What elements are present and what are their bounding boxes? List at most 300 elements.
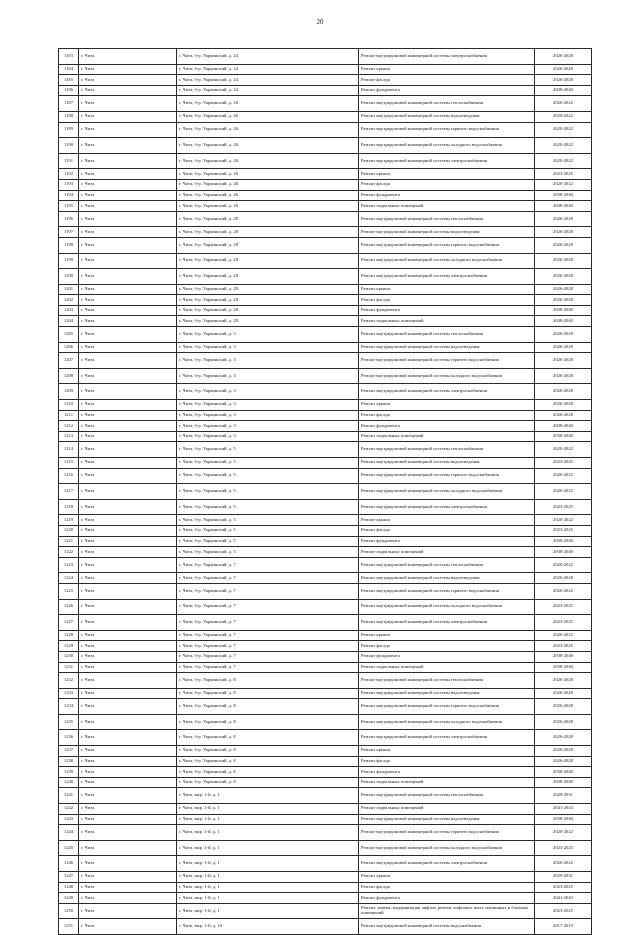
row-number-cell: 1220 bbox=[59, 525, 79, 536]
table-row bbox=[59, 903, 592, 919]
work-type-cell: Ремонт внутридомовой инженерной системы теплоснабжения bbox=[359, 788, 535, 804]
address-cell: г. Чита, мкр. 1-й, д. 1 bbox=[177, 903, 359, 919]
row-number-cell: 1232 bbox=[59, 673, 79, 689]
city-cell: г. Чита bbox=[79, 431, 177, 442]
row-number-cell: 1236 bbox=[59, 730, 79, 746]
table-row bbox=[59, 840, 592, 856]
row-number-cell: 1248 bbox=[59, 882, 79, 893]
table-row bbox=[59, 893, 592, 904]
term-cell: 2038-2040 bbox=[535, 651, 592, 662]
term-cell: 2041-2043 bbox=[535, 804, 592, 815]
row-number-cell: 1199 bbox=[59, 253, 79, 269]
row-number-cell: 1240 bbox=[59, 777, 79, 788]
term-cell: 2020-2022 bbox=[535, 468, 592, 484]
term-cell: 2020-2022 bbox=[535, 583, 592, 599]
table-row bbox=[59, 327, 592, 343]
table-row bbox=[59, 138, 592, 154]
term-cell: 2026-2028 bbox=[535, 64, 592, 75]
row-number-cell: 1243 bbox=[59, 814, 79, 825]
table-row bbox=[59, 342, 592, 353]
city-cell: г. Чита bbox=[79, 714, 177, 730]
row-number-cell: 1251 bbox=[59, 919, 79, 935]
city-cell: г. Чита bbox=[79, 688, 177, 699]
address-cell: г. Чита, б-р. Украинский, д. 28 bbox=[177, 211, 359, 227]
table-row bbox=[59, 699, 592, 715]
table-row bbox=[59, 825, 592, 841]
row-number-cell: 1229 bbox=[59, 641, 79, 652]
work-type-cell: Ремонт внутридомовой инженерной системы электроснабжения bbox=[359, 384, 535, 400]
table-row bbox=[59, 211, 592, 227]
address-cell: г. Чита, мкр. 1-й, д. 1 bbox=[177, 788, 359, 804]
city-cell: г. Чита bbox=[79, 342, 177, 353]
city-cell: г. Чита bbox=[79, 442, 177, 458]
address-cell: г. Чита, б-р. Украинский, д. 3 bbox=[177, 384, 359, 400]
term-cell: 2026-2028 bbox=[535, 756, 592, 767]
work-type-cell: Ремонт внутридомовой инженерной системы теплоснабжения bbox=[359, 327, 535, 343]
city-cell: г. Чита bbox=[79, 295, 177, 306]
address-cell: г. Чита, б-р. Украинский, д. 7 bbox=[177, 573, 359, 584]
row-number-cell: 1222 bbox=[59, 547, 79, 558]
city-cell: г. Чита bbox=[79, 138, 177, 154]
row-number-cell: 1193 bbox=[59, 179, 79, 190]
table-row bbox=[59, 153, 592, 169]
row-number-cell: 1239 bbox=[59, 767, 79, 778]
term-cell: 2026-2028 bbox=[535, 269, 592, 285]
table-row bbox=[59, 122, 592, 138]
row-number-cell: 1200 bbox=[59, 269, 79, 285]
table-row bbox=[59, 714, 592, 730]
table-row bbox=[59, 468, 592, 484]
city-cell: г. Чита bbox=[79, 515, 177, 526]
table-row bbox=[59, 253, 592, 269]
work-type-cell: Ремонт подвальных помещений bbox=[359, 547, 535, 558]
work-type-cell: Ремонт фундамента bbox=[359, 305, 535, 316]
work-type-cell: Ремонт внутридомовой инженерной системы водоотведения bbox=[359, 573, 535, 584]
work-type-cell: Ремонт внутридомовой инженерной системы электроснабжения bbox=[359, 856, 535, 872]
row-number-cell: 1206 bbox=[59, 342, 79, 353]
term-cell: 2038-2040 bbox=[535, 85, 592, 96]
city-cell: г. Чита bbox=[79, 730, 177, 746]
term-cell: 2020-2022 bbox=[535, 557, 592, 573]
table-row bbox=[59, 882, 592, 893]
address-cell: г. Чита, б-р. Украинский, д. 28 bbox=[177, 316, 359, 327]
work-type-cell: Ремонт подвальных помещений bbox=[359, 431, 535, 442]
address-cell: г. Чита, б-р. Украинский, д. 28 bbox=[177, 237, 359, 253]
address-cell: г. Чита, б-р. Украинский, д. 5 bbox=[177, 484, 359, 500]
work-type-cell: Ремонт крыши bbox=[359, 400, 535, 411]
term-cell: 2026-2028 bbox=[535, 673, 592, 689]
repair-schedule-table bbox=[58, 48, 592, 935]
address-cell: г. Чита, б-р. Украинский, д. 28 bbox=[177, 305, 359, 316]
row-number-cell: 1185 bbox=[59, 75, 79, 86]
row-number-cell: 1186 bbox=[59, 85, 79, 96]
address-cell: г. Чита, б-р. Украинский, д. 28 bbox=[177, 227, 359, 238]
city-cell: г. Чита bbox=[79, 699, 177, 715]
address-cell: г. Чита, б-р. Украинский, д. 7 bbox=[177, 615, 359, 631]
term-cell: 2026-2028 bbox=[535, 284, 592, 295]
city-cell: г. Чита bbox=[79, 536, 177, 547]
address-cell: г. Чита, б-р. Украинский, д. 8 bbox=[177, 699, 359, 715]
work-type-cell: Ремонт внутридомовой инженерной системы водоотведения bbox=[359, 342, 535, 353]
address-cell: г. Чита, б-р. Украинский, д. 7 bbox=[177, 630, 359, 641]
table-row bbox=[59, 730, 592, 746]
row-number-cell: 1245 bbox=[59, 840, 79, 856]
table-row bbox=[59, 269, 592, 285]
table-row bbox=[59, 421, 592, 432]
row-number-cell: 1227 bbox=[59, 615, 79, 631]
address-cell: г. Чита, б-р. Украинский, д. 5 bbox=[177, 442, 359, 458]
work-type-cell: Ремонт подвальных помещений bbox=[359, 662, 535, 673]
address-cell: г. Чита, б-р. Украинский, д. 5 bbox=[177, 458, 359, 469]
work-type-cell: Ремонт внутридомовой инженерной системы холодного водоснабжения bbox=[359, 840, 535, 856]
row-number-cell: 1241 bbox=[59, 788, 79, 804]
term-cell: 2026-2028 bbox=[535, 368, 592, 384]
term-cell: 2023-2025 bbox=[535, 525, 592, 536]
city-cell: г. Чита bbox=[79, 122, 177, 138]
term-cell: 2041-2043 bbox=[535, 893, 592, 904]
city-cell: г. Чита bbox=[79, 557, 177, 573]
term-cell: 2029-2031 bbox=[535, 788, 592, 804]
row-number-cell: 1225 bbox=[59, 583, 79, 599]
row-number-cell: 1214 bbox=[59, 442, 79, 458]
table-row bbox=[59, 746, 592, 757]
row-number-cell: 1226 bbox=[59, 599, 79, 615]
address-cell: г. Чита, б-р. Украинский, д. 8 bbox=[177, 777, 359, 788]
work-type-cell: Ремонт внутридомовой инженерной системы горячего водоснабжения bbox=[359, 353, 535, 369]
table-row bbox=[59, 484, 592, 500]
work-type-cell: Ремонт внутридомовой инженерной системы теплоснабжения bbox=[359, 211, 535, 227]
address-cell: г. Чита, мкр. 1-й, д. 1 bbox=[177, 882, 359, 893]
term-cell: 2023-2025 bbox=[535, 840, 592, 856]
address-cell: г. Чита, б-р. Украинский, д. 3 bbox=[177, 368, 359, 384]
work-type-cell: Ремонт внутридомовой инженерной системы теплоснабжения bbox=[359, 442, 535, 458]
table-row bbox=[59, 284, 592, 295]
work-type-cell: Ремонт подвальных помещений bbox=[359, 804, 535, 815]
city-cell: г. Чита bbox=[79, 384, 177, 400]
row-number-cell: 1184 bbox=[59, 64, 79, 75]
work-type-cell: Ремонт внутридомовой инженерной системы холодного водоснабжения bbox=[359, 138, 535, 154]
address-cell: г. Чита, б-р. Украинский, д. 26 bbox=[177, 96, 359, 112]
address-cell: г. Чита, б-р. Украинский, д. 3 bbox=[177, 400, 359, 411]
table-row bbox=[59, 872, 592, 883]
row-number-cell: 1187 bbox=[59, 96, 79, 112]
table-row bbox=[59, 190, 592, 201]
term-cell: 2038-2040 bbox=[535, 767, 592, 778]
term-cell: 2026-2028 bbox=[535, 384, 592, 400]
table-row bbox=[59, 651, 592, 662]
term-cell: 2020-2022 bbox=[535, 153, 592, 169]
term-cell: 2038-2040 bbox=[535, 431, 592, 442]
work-type-cell: Ремонт внутридомовой инженерной системы водоотведения bbox=[359, 458, 535, 469]
work-type-cell: Ремонт фасада bbox=[359, 295, 535, 306]
work-type-cell: Ремонт внутридомовой инженерной системы водоотведения bbox=[359, 111, 535, 122]
work-type-cell: Ремонт подвальных помещений bbox=[359, 316, 535, 327]
table-row bbox=[59, 305, 592, 316]
row-number-cell: 1234 bbox=[59, 699, 79, 715]
work-type-cell: Ремонт внутридомовой инженерной системы горячего водоснабжения bbox=[359, 237, 535, 253]
table-row bbox=[59, 169, 592, 180]
table-row bbox=[59, 615, 592, 631]
row-number-cell: 1237 bbox=[59, 746, 79, 757]
city-cell: г. Чита bbox=[79, 856, 177, 872]
work-type-cell: Ремонт внутридомовой инженерной системы горячего водоснабжения bbox=[359, 825, 535, 841]
table-row bbox=[59, 804, 592, 815]
work-type-cell: Ремонт фундамента bbox=[359, 893, 535, 904]
table-row bbox=[59, 499, 592, 515]
row-number-cell: 1197 bbox=[59, 227, 79, 238]
row-number-cell: 1205 bbox=[59, 327, 79, 343]
address-cell: г. Чита, б-р. Украинский, д. 7 bbox=[177, 599, 359, 615]
work-type-cell: Ремонт фасада bbox=[359, 756, 535, 767]
table-row bbox=[59, 630, 592, 641]
table-row bbox=[59, 353, 592, 369]
address-cell: г. Чита, б-р. Украинский, д. 26 bbox=[177, 190, 359, 201]
row-number-cell: 1183 bbox=[59, 49, 79, 65]
table-row bbox=[59, 547, 592, 558]
work-type-cell: Ремонт внутридомовой инженерной системы электроснабжения bbox=[359, 49, 535, 65]
term-cell: 2023-2025 bbox=[535, 882, 592, 893]
city-cell: г. Чита bbox=[79, 49, 177, 65]
work-type-cell: Ремонт, замена, модернизация лифтов, ремонт лифтовых шахт, машинных и блочных помещений bbox=[359, 903, 535, 919]
row-number-cell: 1215 bbox=[59, 458, 79, 469]
row-number-cell: 1223 bbox=[59, 557, 79, 573]
table-row bbox=[59, 64, 592, 75]
city-cell: г. Чита bbox=[79, 746, 177, 757]
work-type-cell: Ремонт внутридомовой инженерной системы холодного водоснабжения bbox=[359, 253, 535, 269]
term-cell: 2023-2025 bbox=[535, 641, 592, 652]
address-cell: г. Чита, мкр. 1-й, д. 10 bbox=[177, 919, 359, 935]
city-cell: г. Чита bbox=[79, 615, 177, 631]
work-type-cell: Ремонт крыши bbox=[359, 64, 535, 75]
row-number-cell: 1246 bbox=[59, 856, 79, 872]
address-cell: г. Чита, б-р. Украинский, д. 5 bbox=[177, 468, 359, 484]
table-row bbox=[59, 557, 592, 573]
address-cell: г. Чита, мкр. 1-й, д. 1 bbox=[177, 893, 359, 904]
term-cell: 2026-2028 bbox=[535, 227, 592, 238]
city-cell: г. Чита bbox=[79, 111, 177, 122]
address-cell: г. Чита, б-р. Украинский, д. 26 bbox=[177, 153, 359, 169]
address-cell: г. Чита, б-р. Украинский, д. 24 bbox=[177, 64, 359, 75]
term-cell: 2026-2028 bbox=[535, 353, 592, 369]
work-type-cell: Ремонт подвальных помещений bbox=[359, 201, 535, 212]
table-row bbox=[59, 856, 592, 872]
row-number-cell: 1238 bbox=[59, 756, 79, 767]
work-type-cell: Ремонт фундамента bbox=[359, 85, 535, 96]
table-row bbox=[59, 442, 592, 458]
table-row bbox=[59, 384, 592, 400]
table-row bbox=[59, 814, 592, 825]
table-row bbox=[59, 368, 592, 384]
work-type-cell: Ремонт фундамента bbox=[359, 536, 535, 547]
row-number-cell: 1249 bbox=[59, 893, 79, 904]
address-cell: г. Чита, б-р. Украинский, д. 8 bbox=[177, 756, 359, 767]
table-row bbox=[59, 400, 592, 411]
work-type-cell: Ремонт внутридомовой инженерной системы водоотведения bbox=[359, 688, 535, 699]
address-cell: г. Чита, б-р. Украинский, д. 24 bbox=[177, 75, 359, 86]
work-type-cell: Ремонт фасада bbox=[359, 179, 535, 190]
work-type-cell: Ремонт внутридомовой инженерной системы холодного водоснабжения bbox=[359, 484, 535, 500]
address-cell: г. Чита, б-р. Украинский, д. 3 bbox=[177, 327, 359, 343]
table-row bbox=[59, 583, 592, 599]
city-cell: г. Чита bbox=[79, 190, 177, 201]
term-cell: 2023-2025 bbox=[535, 499, 592, 515]
table-row bbox=[59, 662, 592, 673]
city-cell: г. Чита bbox=[79, 400, 177, 411]
work-type-cell: Ремонт фундамента bbox=[359, 190, 535, 201]
address-cell: г. Чита, б-р. Украинский, д. 24 bbox=[177, 85, 359, 96]
term-cell: 2026-2028 bbox=[535, 730, 592, 746]
address-cell: г. Чита, б-р. Украинский, д. 3 bbox=[177, 342, 359, 353]
address-cell: г. Чита, б-р. Украинский, д. 26 bbox=[177, 201, 359, 212]
work-type-cell: Ремонт крыши bbox=[359, 169, 535, 180]
term-cell: 2023-2025 bbox=[535, 903, 592, 919]
city-cell: г. Чита bbox=[79, 269, 177, 285]
row-number-cell: 1211 bbox=[59, 410, 79, 421]
table-row bbox=[59, 96, 592, 112]
term-cell: 2020-2022 bbox=[535, 825, 592, 841]
table-row bbox=[59, 767, 592, 778]
row-number-cell: 1217 bbox=[59, 484, 79, 500]
table-row bbox=[59, 410, 592, 421]
address-cell: г. Чита, б-р. Украинский, д. 8 bbox=[177, 673, 359, 689]
row-number-cell: 1208 bbox=[59, 368, 79, 384]
term-cell: 2026-2028 bbox=[535, 75, 592, 86]
table-row bbox=[59, 111, 592, 122]
table-row bbox=[59, 641, 592, 652]
city-cell: г. Чита bbox=[79, 777, 177, 788]
term-cell: 2026-2028 bbox=[535, 49, 592, 65]
row-number-cell: 1231 bbox=[59, 662, 79, 673]
term-cell: 2026-2028 bbox=[535, 342, 592, 353]
term-cell: 2038-2040 bbox=[535, 536, 592, 547]
address-cell: г. Чита, б-р. Украинский, д. 3 bbox=[177, 421, 359, 432]
work-type-cell: Ремонт крыши bbox=[359, 630, 535, 641]
work-type-cell: Ремонт внутридомовой инженерной системы холодного водоснабжения bbox=[359, 714, 535, 730]
table-row bbox=[59, 573, 592, 584]
row-number-cell: 1242 bbox=[59, 804, 79, 815]
table-row bbox=[59, 919, 592, 935]
address-cell: г. Чита, мкр. 1-й, д. 1 bbox=[177, 804, 359, 815]
address-cell: г. Чита, б-р. Украинский, д. 26 bbox=[177, 138, 359, 154]
table-row bbox=[59, 599, 592, 615]
city-cell: г. Чита bbox=[79, 153, 177, 169]
address-cell: г. Чита, б-р. Украинский, д. 8 bbox=[177, 714, 359, 730]
row-number-cell: 1191 bbox=[59, 153, 79, 169]
row-number-cell: 1219 bbox=[59, 515, 79, 526]
city-cell: г. Чита bbox=[79, 227, 177, 238]
table-row bbox=[59, 788, 592, 804]
city-cell: г. Чита bbox=[79, 484, 177, 500]
table-row bbox=[59, 458, 592, 469]
work-type-cell: Ремонт фасада bbox=[359, 75, 535, 86]
work-type-cell: Ремонт внутридомовой инженерной системы водоотведения bbox=[359, 227, 535, 238]
row-number-cell: 1190 bbox=[59, 138, 79, 154]
city-cell: г. Чита bbox=[79, 903, 177, 919]
table-body bbox=[59, 49, 592, 935]
row-number-cell: 1216 bbox=[59, 468, 79, 484]
term-cell: 2038-2040 bbox=[535, 777, 592, 788]
table-row bbox=[59, 179, 592, 190]
table-row bbox=[59, 295, 592, 306]
work-type-cell: Ремонт внутридомовой инженерной системы электроснабжения bbox=[359, 153, 535, 169]
row-number-cell: 1202 bbox=[59, 295, 79, 306]
address-cell: г. Чита, б-р. Украинский, д. 8 bbox=[177, 688, 359, 699]
term-cell: 2023-2025 bbox=[535, 599, 592, 615]
term-cell: 2020-2022 bbox=[535, 138, 592, 154]
work-type-cell: Ремонт фасада bbox=[359, 641, 535, 652]
table-row bbox=[59, 515, 592, 526]
table-row bbox=[59, 431, 592, 442]
row-number-cell: 1230 bbox=[59, 651, 79, 662]
row-number-cell: 1201 bbox=[59, 284, 79, 295]
address-cell: г. Чита, б-р. Украинский, д. 7 bbox=[177, 651, 359, 662]
term-cell: 2020-2022 bbox=[535, 111, 592, 122]
address-cell: г. Чита, мкр. 1-й, д. 1 bbox=[177, 825, 359, 841]
table-row bbox=[59, 85, 592, 96]
work-type-cell: Ремонт внутридомовой инженерной системы водоснабжения bbox=[359, 919, 535, 935]
term-cell: 2038-2040 bbox=[535, 421, 592, 432]
work-type-cell: Ремонт внутридомовой инженерной системы горячего водоснабжения bbox=[359, 583, 535, 599]
work-type-cell: Ремонт крыши bbox=[359, 284, 535, 295]
city-cell: г. Чита bbox=[79, 919, 177, 935]
term-cell: 2026-2028 bbox=[535, 699, 592, 715]
city-cell: г. Чита bbox=[79, 499, 177, 515]
work-type-cell: Ремонт внутридомовой инженерной системы горячего водоснабжения bbox=[359, 122, 535, 138]
city-cell: г. Чита bbox=[79, 211, 177, 227]
address-cell: г. Чита, б-р. Украинский, д. 24 bbox=[177, 49, 359, 65]
address-cell: г. Чита, мкр. 1-й, д. 1 bbox=[177, 872, 359, 883]
term-cell: 2017-2019 bbox=[535, 919, 592, 935]
term-cell: 2026-2028 bbox=[535, 237, 592, 253]
term-cell: 2026-2028 bbox=[535, 714, 592, 730]
table-row bbox=[59, 201, 592, 212]
city-cell: г. Чита bbox=[79, 641, 177, 652]
row-number-cell: 1209 bbox=[59, 384, 79, 400]
work-type-cell: Ремонт внутридомовой инженерной системы горячего водоснабжения bbox=[359, 468, 535, 484]
address-cell: г. Чита, б-р. Украинский, д. 28 bbox=[177, 295, 359, 306]
term-cell: 2026-2028 bbox=[535, 573, 592, 584]
address-cell: г. Чита, б-р. Украинский, д. 8 bbox=[177, 746, 359, 757]
term-cell: 2020-2022 bbox=[535, 630, 592, 641]
term-cell: 2026-2028 bbox=[535, 410, 592, 421]
term-cell: 2026-2028 bbox=[535, 746, 592, 757]
term-cell: 2023-2025 bbox=[535, 458, 592, 469]
address-cell: г. Чита, б-р. Украинский, д. 7 bbox=[177, 557, 359, 573]
term-cell: 2038-2040 bbox=[535, 547, 592, 558]
work-type-cell: Ремонт крыши bbox=[359, 746, 535, 757]
work-type-cell: Ремонт внутридомовой инженерной системы холодного водоснабжения bbox=[359, 599, 535, 615]
city-cell: г. Чита bbox=[79, 169, 177, 180]
term-cell: 2020-2022 bbox=[535, 856, 592, 872]
term-cell: 2026-2028 bbox=[535, 327, 592, 343]
city-cell: г. Чита bbox=[79, 468, 177, 484]
table-row bbox=[59, 673, 592, 689]
work-type-cell: Ремонт внутридомовой инженерной системы электроснабжения bbox=[359, 269, 535, 285]
row-number-cell: 1194 bbox=[59, 190, 79, 201]
row-number-cell: 1244 bbox=[59, 825, 79, 841]
term-cell: 2038-2040 bbox=[535, 316, 592, 327]
row-number-cell: 1250 bbox=[59, 903, 79, 919]
address-cell: г. Чита, б-р. Украинский, д. 26 bbox=[177, 122, 359, 138]
work-type-cell: Ремонт крыши bbox=[359, 872, 535, 883]
work-type-cell: Ремонт внутридомовой инженерной системы теплоснабжения bbox=[359, 96, 535, 112]
work-type-cell: Ремонт внутридомовой инженерной системы теплоснабжения bbox=[359, 673, 535, 689]
term-cell: 2038-2040 bbox=[535, 305, 592, 316]
work-type-cell: Ремонт фундамента bbox=[359, 767, 535, 778]
work-type-cell: Ремонт внутридомовой инженерной системы водоотведения bbox=[359, 814, 535, 825]
table-row bbox=[59, 49, 592, 65]
work-type-cell: Ремонт внутридомовой инженерной системы теплоснабжения bbox=[359, 557, 535, 573]
